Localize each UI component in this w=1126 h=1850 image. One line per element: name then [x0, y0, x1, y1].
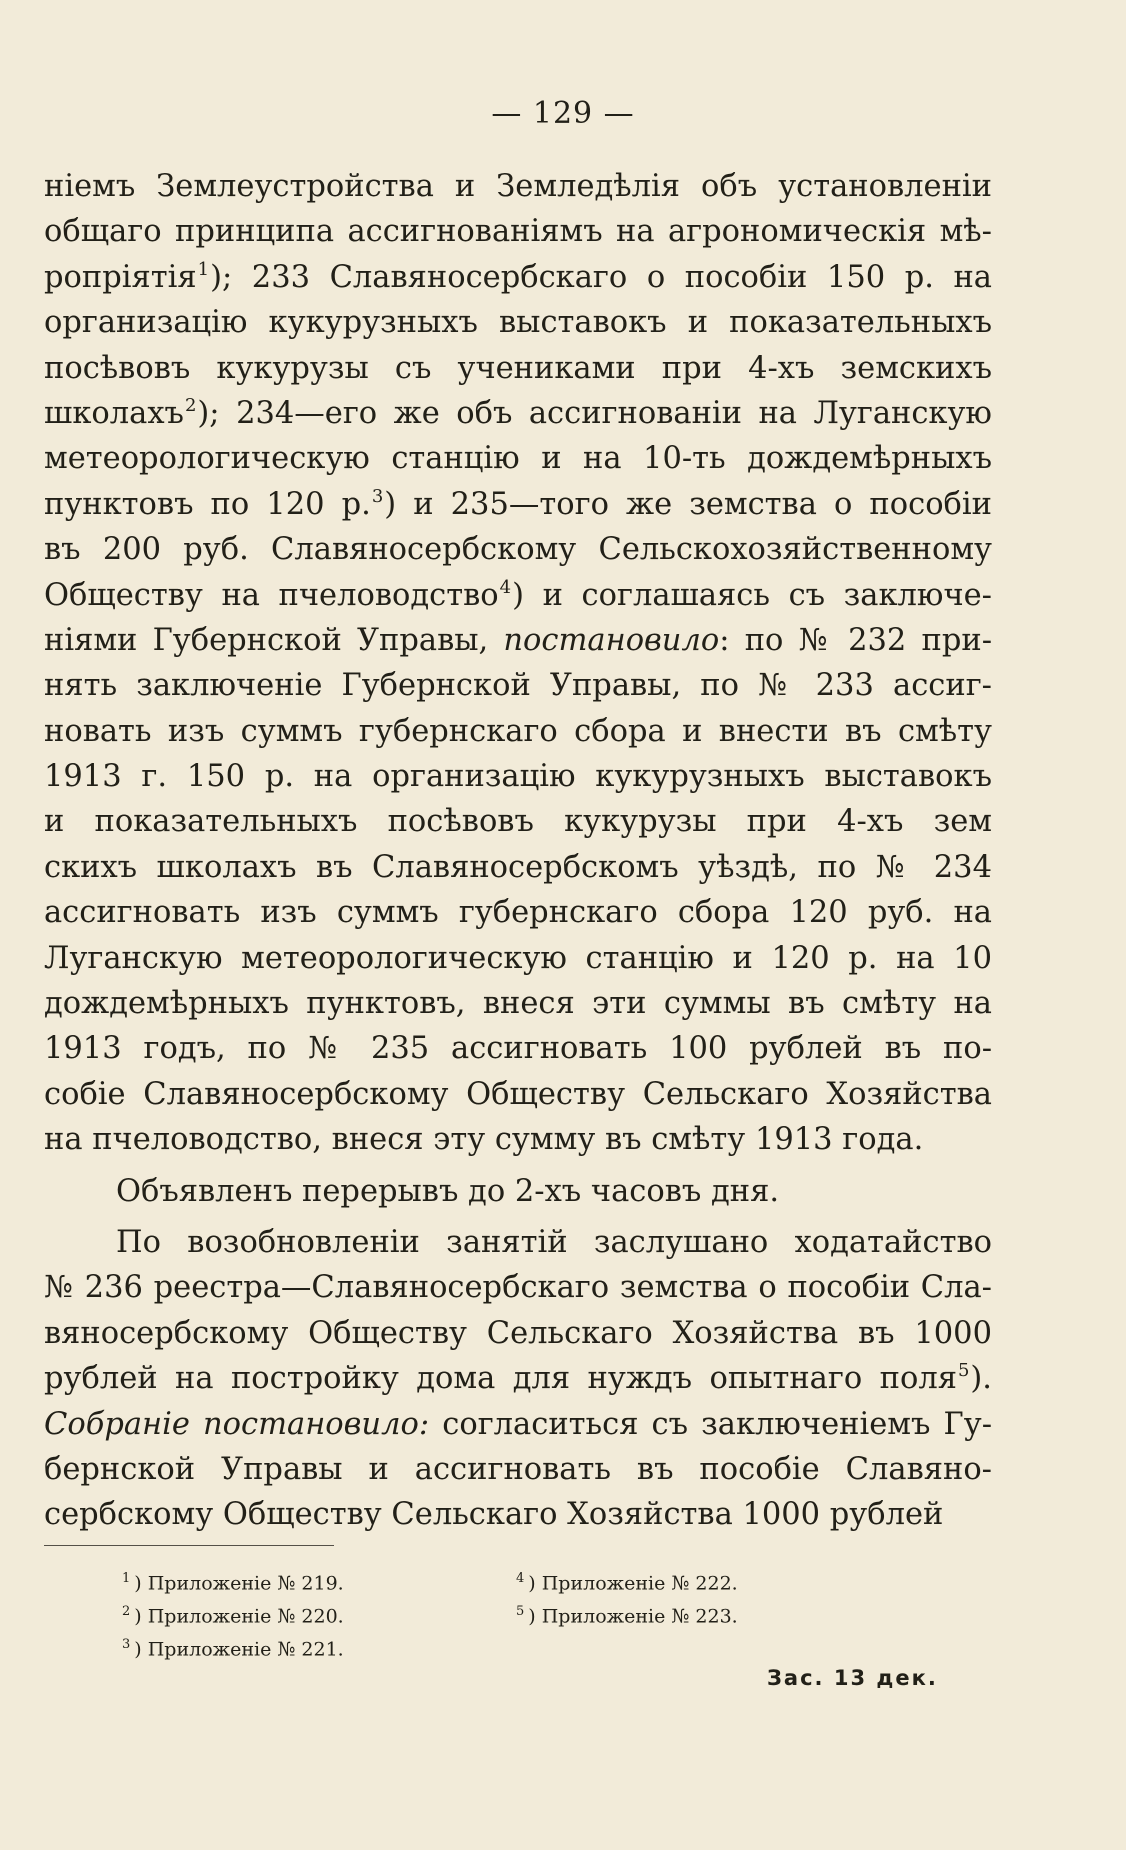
footnote-reference: 1 [197, 258, 210, 280]
footnotes-left [122, 1562, 344, 1661]
text-run: на пчеловодство, внеся эту сумму въ смѣту 1913 года. [44, 1122, 924, 1158]
text-run: дождемѣрныхъ пунктовъ, внеся эти суммы въ смѣту на [44, 986, 992, 1022]
text-line [44, 618, 992, 663]
text-line [44, 1447, 992, 1492]
text-run: метеорологическую станцію и на 10-ть дождемѣрныхъ [44, 441, 992, 477]
text-line [44, 1026, 992, 1071]
text-line [44, 255, 992, 300]
emphasis-text: постановило [503, 622, 720, 658]
text-line [44, 436, 992, 481]
footnote: $^4$ ) Приложеніе № 222. [516, 1571, 738, 1595]
text-line [44, 1356, 992, 1401]
text-run: ); 234—его же объ ассигнованіи на Луганскую [197, 395, 992, 431]
footnote-reference: 4 [499, 576, 512, 598]
text-run: школахъ [44, 395, 184, 431]
text-run: рублей на постройку дома для нуждъ опытнаго поля [44, 1361, 957, 1397]
text-run: собіе Славяносербскому Обществу Сельскаго Хозяйства [44, 1076, 992, 1112]
footnote: $^3$ ) Приложеніе № 221. [122, 1637, 344, 1661]
text-run: ассигновать изъ суммъ губернскаго сбора 120 руб. на [44, 895, 992, 931]
text-line [44, 709, 992, 754]
text-line [44, 936, 992, 981]
text-run: и показательныхъ посѣвовъ кукурузы при 4-хъ зем [44, 804, 992, 840]
text-run: сербскому Обществу Сельскаго Хозяйства 1000 рублей [44, 1497, 944, 1533]
footnote-rule [44, 1545, 334, 1546]
text-line [44, 209, 992, 254]
footnote-reference: 3 [371, 485, 384, 507]
text-line [44, 1117, 992, 1162]
text-line [44, 663, 992, 708]
text-line [44, 391, 992, 436]
text-line [44, 1492, 992, 1537]
text-run: По возобновленіи занятій заслушано ходатайство [116, 1224, 992, 1260]
emphasis-text: Собраніе постановило: [44, 1406, 430, 1442]
text-run: организацію кукурузныхъ выставокъ и показательныхъ [44, 305, 992, 341]
text-run: согласиться съ заключеніемъ Гу- [429, 1406, 992, 1442]
text-run: 1913 г. 150 р. на организацію кукурузныхъ выставокъ [44, 759, 992, 795]
text-run: нять заключеніе Губернской Управы, по № 233 ассиг- [44, 668, 992, 704]
text-line [44, 527, 992, 572]
text-run: Обществу на пчеловодство [44, 577, 499, 613]
text-run: ); 233 Славяносербскаго о пособіи 150 р. на [210, 259, 992, 295]
footnote: $^5$ ) Приложеніе № 223. [516, 1604, 738, 1628]
text-line [44, 754, 992, 799]
footnote-reference: 2 [184, 394, 197, 416]
text-line [44, 1072, 992, 1117]
text-line [44, 981, 992, 1026]
text-run: 1913 годъ, по № 235 ассигновать 100 рублей въ по- [44, 1031, 992, 1067]
footnotes-right [516, 1562, 738, 1628]
text-run: ропріятія [44, 259, 197, 295]
text-run: въ 200 руб. Славяносербскому Сельскохозяйственному [44, 532, 992, 568]
text-line [44, 300, 992, 345]
text-line [44, 799, 992, 844]
text-run: : по № 232 при- [719, 622, 993, 658]
text-line [44, 1402, 992, 1447]
text-run: пунктовъ по 120 р. [44, 486, 371, 522]
text-run: ) и 235—того же земства о пособіи [384, 486, 993, 522]
text-run: ) и соглашаясь съ заключе- [512, 577, 992, 613]
footnote-reference: 5 [957, 1360, 970, 1382]
text-run: общаго принципа ассигнованіямъ на агрономическія мѣ- [44, 214, 992, 250]
footnote: $^1$ ) Приложеніе № 219. [122, 1571, 344, 1595]
text-line [44, 1265, 992, 1310]
text-run: посѣвовъ кукурузы съ учениками при 4-хъ земскихъ [44, 350, 992, 386]
text-line [44, 573, 992, 618]
text-run: № 236 реестра—Славяносербскаго земства о пособіи Сла- [44, 1270, 992, 1306]
printer-signature: Зас. 13 дек. [767, 1666, 938, 1690]
text-run: ніями Губернской Управы, [44, 622, 504, 658]
text-line [44, 1169, 992, 1214]
text-line [44, 890, 992, 935]
text-run: вяносербскому Обществу Сельскаго Хозяйства въ 1000 [44, 1315, 992, 1351]
text-run: Объявленъ перерывъ до 2-хъ часовъ дня. [116, 1173, 780, 1209]
body-text [44, 164, 992, 1538]
text-line [44, 482, 992, 527]
text-run: новать изъ суммъ губернскаго сбора и внести въ смѣту [44, 713, 992, 749]
text-line [44, 845, 992, 890]
text-line [44, 1311, 992, 1356]
text-line [44, 1220, 992, 1265]
text-run: ). [970, 1361, 992, 1397]
footnote: $^2$ ) Приложеніе № 220. [122, 1604, 344, 1628]
text-run: Луганскую метеорологическую станцію и 120 р. на 10 [44, 940, 992, 976]
text-run: ніемъ Землеустройства и Земледѣлія объ установленіи [44, 169, 992, 204]
text-run: скихъ школахъ въ Славяносербскомъ уѣздѣ, по № 234 [44, 849, 992, 885]
text-run: бернской Управы и ассигновать въ пособіе Славяно- [44, 1451, 992, 1487]
text-line [44, 346, 992, 391]
page-number: — 129 — [491, 96, 635, 131]
text-line [44, 164, 992, 209]
